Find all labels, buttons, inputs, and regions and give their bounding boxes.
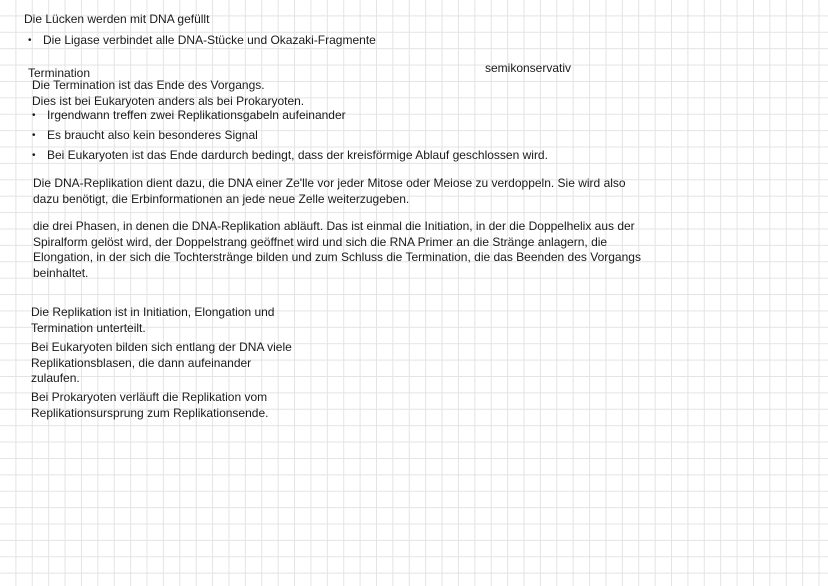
termination-bullet: [32, 128, 258, 144]
text-line: Die DNA-Replikation dient dazu, die DNA einer Ze'lle vor jeder Mitose oder Meiose zu verdoppeln. Sie wird also: [33, 176, 626, 190]
text-line: zulaufen.: [31, 371, 80, 385]
termination-heading: Termination: [28, 66, 91, 80]
text-line: Spiralform gelöst wird, der Doppelstrang geöffnet wird und sich die RNA Primer an die Stränge anlagern, die: [33, 234, 608, 249]
text-line: Bei Prokaryoten verläuft die Replikation vom: [31, 390, 268, 404]
text-line: Replikationsursprung zum Replikationsende.: [31, 405, 269, 420]
text-line: Termination unterteilt.: [31, 320, 146, 335]
text-line: dazu benötigt, die Erbinformationen an jede neue Zelle weiterzugeben.: [33, 191, 410, 206]
bullet-dot-icon: •: [28, 35, 32, 46]
text-line: die drei Phasen, in denen die DNA-Replikation abläuft. Das ist einmal die Initiation, in der die Doppelhelix aus der: [33, 219, 635, 233]
top-bullet: [28, 33, 376, 49]
text-line: Replikationsblasen, die dann aufeinander: [31, 355, 252, 370]
text-line: Die Replikation ist in Initiation, Elongation und: [31, 305, 275, 319]
bullet-dot-icon: •: [32, 110, 36, 121]
paragraph-phases: [33, 219, 641, 281]
summary-phases: [31, 305, 274, 336]
summary-eukaryotes: [31, 340, 292, 387]
text-line: Bei Eukaryoten bilden sich entlang der DNA viele: [31, 340, 292, 354]
bullet-dot-icon: •: [32, 150, 36, 161]
summary-prokaryotes: [31, 390, 268, 421]
bullet-text: Irgendwann treffen zwei Replikationsgabeln aufeinander: [47, 108, 346, 122]
text-line: Die Termination ist das Ende des Vorgangs.: [32, 78, 265, 92]
termination-text: [32, 78, 304, 109]
termination-bullet: [32, 108, 346, 124]
bullet-text: Es braucht also kein besonderes Signal: [47, 128, 258, 142]
top-line: Die Lücken werden mit DNA gefüllt: [24, 12, 210, 26]
top-bullet-text: Die Ligase verbindet alle DNA-Stücke und Okazaki-Fragmente: [43, 33, 376, 47]
text-line: beinhaltet.: [33, 265, 89, 280]
paragraph-purpose: [33, 176, 626, 207]
termination-bullet: [32, 148, 548, 164]
side-note: semikonservativ: [485, 61, 572, 75]
bullet-text: Bei Eukaryoten ist das Ende dardurch bedingt, dass der kreisförmige Ablauf geschlossen wird.: [47, 148, 548, 162]
text-line: Dies ist bei Eukaryoten anders als bei Prokaryoten.: [32, 93, 305, 108]
text-line: Elongation, in der sich die Tochterstränge bilden und zum Schluss die Termination, die das Beenden des Vorgangs: [33, 250, 641, 264]
bullet-dot-icon: •: [32, 130, 36, 141]
